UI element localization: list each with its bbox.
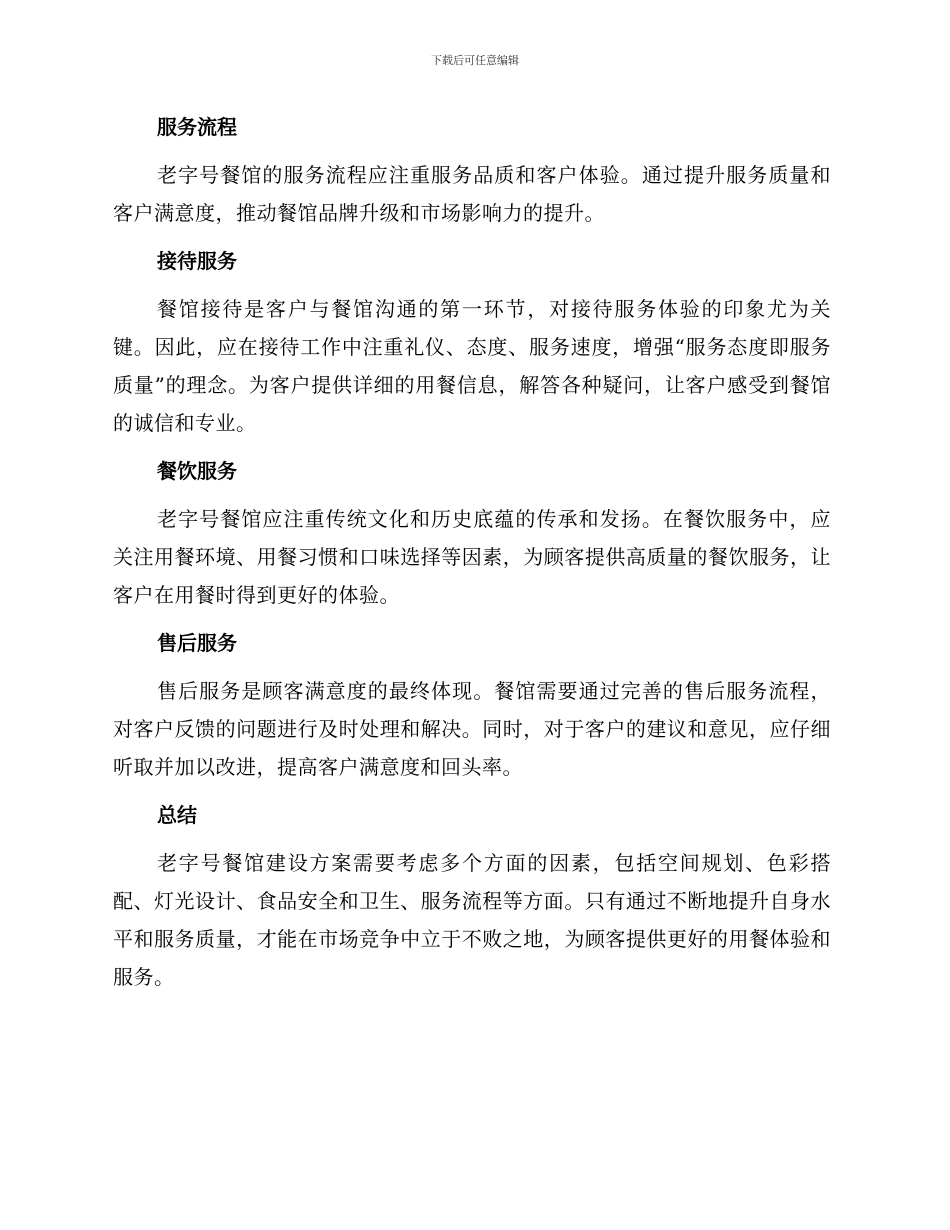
section-heading-dining-service: 餐饮服务 [157, 459, 237, 483]
section-heading-reception-service: 接待服务 [157, 249, 237, 273]
section-heading-summary: 总结 [157, 803, 197, 827]
section-body-reception-service: 餐馆接待是客户与餐馆沟通的第一环节，对接待服务体验的印象尤为关键。因此，应在接待工作中注重礼仪、态度、服务速度，增强“服务态度即服务质量”的理念。为客户提供详细的用餐信息，解答各种疑问，让客户感受到餐馆的诚信和专业。 [113, 297, 831, 435]
document-content [113, 108, 831, 1006]
section-heading-after-sales-service: 售后服务 [157, 631, 237, 655]
page-header: 下载后可任意编辑 [431, 54, 519, 67]
section-body-summary: 老字号餐馆建设方案需要考虑多个方面的因素，包括空间规划、色彩搭配、灯光设计、食品安全和卫生、服务流程等方面。只有通过不断地提升自身水平和服务质量，才能在市场竞争中立于不败之地，为顾客提供更好的用餐体验和服务。 [113, 851, 831, 989]
section-body-service-process: 老字号餐馆的服务流程应注重服务品质和客户体验。通过提升服务质量和客户满意度，推动餐馆品牌升级和市场影响力的提升。 [113, 163, 831, 225]
section-heading-service-process: 服务流程 [157, 115, 237, 139]
section-body-after-sales-service: 售后服务是顾客满意度的最终体现。餐馆需要通过完善的售后服务流程，对客户反馈的问题进行及时处理和解决。同时，对于客户的建议和意见，应仔细听取并加以改进，提高客户满意度和回头率。 [113, 679, 831, 779]
section-body-dining-service: 老字号餐馆应注重传统文化和历史底蕴的传承和发扬。在餐饮服务中，应关注用餐环境、用餐习惯和口味选择等因素，为顾客提供高质量的餐饮服务，让客户在用餐时得到更好的体验。 [113, 507, 831, 607]
